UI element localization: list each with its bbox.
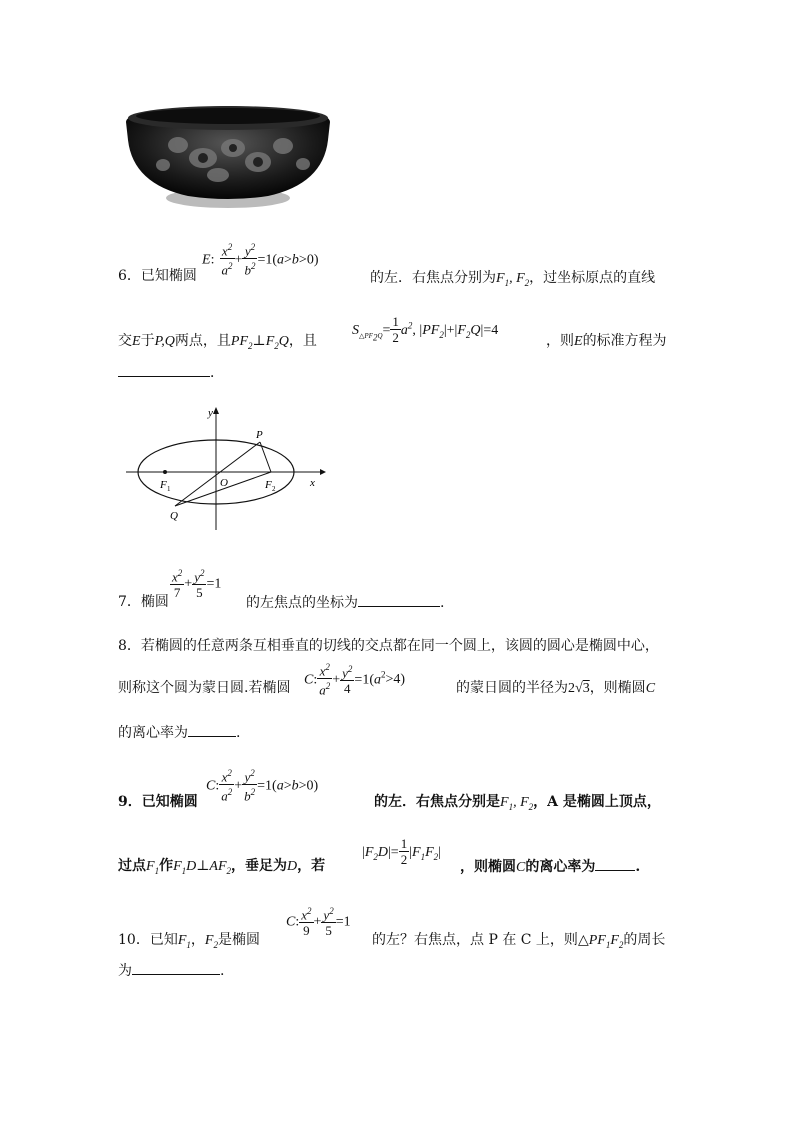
q8-line-1: 8．若椭圆的任意两条互相垂直的切线的交点都在同一个圆上，该圆的圆心是椭圆中心，	[118, 638, 659, 654]
q9-text-6: ，垂足为	[231, 858, 288, 874]
q8-ellipse-equation: C: $\frac{x^2}{a^2}$ + $\frac{y^2}{4}$ $=1(a^2>4)$	[304, 662, 406, 698]
q7-text-2: 的左焦点的坐标为	[246, 595, 358, 611]
q7-ellipse-equation: $\frac{x^2}{7}$ + $\frac{y^2}{5}$ =1	[172, 568, 222, 601]
q6-text-3: ，过坐标原点的直线	[529, 270, 656, 286]
x-axis-arrow	[320, 469, 326, 475]
y-axis-arrow	[213, 407, 219, 414]
q9-number: 9．	[118, 794, 142, 810]
q9-line-1a	[118, 792, 198, 812]
q6-line-1b	[370, 268, 655, 293]
line-pq	[175, 442, 260, 506]
q9-text-1: 已知椭圆	[141, 794, 198, 810]
label-p: P	[256, 429, 263, 441]
q7-line-b	[246, 592, 444, 613]
q8-text-2: 的蒙日圆的半径为	[456, 680, 568, 696]
q6-line-2b: ，则E的标准方程为	[546, 333, 667, 349]
q6-line-1	[118, 266, 197, 286]
q8-text-1: 则称这个圆为蒙日圆.若椭圆	[118, 680, 291, 696]
q9-text-4: 过点	[118, 858, 146, 874]
q6-number: 6．	[118, 268, 141, 284]
q10-number: 10．	[118, 932, 150, 948]
q6-foci: $F_1$, $F_2$	[496, 271, 530, 288]
q10-text-2: ，	[190, 932, 205, 948]
q6-text-4: 交	[118, 333, 132, 349]
q7-text-1: 椭圆	[140, 594, 169, 610]
line-pf2	[260, 442, 271, 472]
q9-text-5: 作	[159, 858, 174, 874]
q7-line	[118, 592, 169, 612]
q9-text-8: ，则椭圆	[460, 859, 516, 875]
q6-answer-blank	[118, 362, 224, 383]
q6-line-2: 交E于P,Q两点，且$PF_2\perp F_2Q$，且	[118, 333, 317, 351]
q8-end: .	[236, 725, 241, 741]
q6-text-2: 的左．右焦点分别为	[370, 270, 496, 286]
q10-text-4: 的左？右焦点，点 P 在 C 上，则	[372, 932, 578, 948]
q9-ellipse-equation: C: $\frac{x^2}{a^2}$ + $\frac{y^2}{b^2}$ =1(a>b>0)	[206, 768, 319, 804]
q6-text-9: 的标准方程为	[582, 333, 667, 349]
q9-text-3: ，A 是椭圆上顶点，	[533, 794, 661, 810]
q10-ellipse-equation: C: $\frac{x^2}{9}$ + $\frac{y^2}{5}$ =1	[286, 906, 351, 939]
label-o: O	[220, 477, 228, 489]
q10-text-5: 的周长	[623, 932, 666, 948]
q10-text-1: 已知	[149, 932, 178, 948]
q6-text-7: ，且	[288, 333, 317, 349]
q10-line-1b: 的左？右焦点，点 P 在 C 上，则$\triangle PF_1F_2$的周长	[372, 932, 666, 950]
q10-line-1a: 10．已知$F_1$，$F_2$是椭圆	[118, 932, 260, 950]
q6-ellipse-equation: E: $\frac{x^2}{a^2}$ + $\frac{y^2}{b^2}$ =1(a>b>0)	[202, 242, 319, 278]
f1-point	[163, 470, 167, 474]
q8-line-2b: 的蒙日圆的半径为2√3，则椭圆C	[456, 680, 656, 696]
q10-line-2	[118, 960, 224, 981]
ellipse-diagram	[120, 404, 330, 534]
q6-text-8: ，则	[546, 333, 574, 349]
label-f1-sub: 1	[167, 485, 171, 493]
label-f2: F	[265, 479, 272, 491]
q6-text-1: 已知椭圆	[140, 268, 197, 284]
q9-text-2: 的左．右焦点分别是	[374, 794, 500, 810]
label-f2-sub: 2	[272, 485, 276, 493]
q7-end: .	[440, 595, 445, 611]
q6-text-6: 两点，且	[174, 333, 231, 349]
q9-condition: $|F_2D|=$ $\frac{1}{2}$ $|F_1F_2|$	[362, 836, 441, 867]
q6-text-5: 于	[140, 333, 155, 349]
q9-end: .	[635, 859, 641, 875]
label-x: x	[310, 477, 315, 489]
q9-text-7: ，若	[297, 858, 326, 874]
q8-text-4: 的离心率为	[118, 725, 188, 741]
q10-text-3: 是椭圆	[217, 932, 260, 948]
q9-line-2a: 过点$F_1$作$F_1D\perp AF_2$，垂足为D，若	[118, 858, 326, 876]
label-y: y	[208, 407, 213, 419]
q6-end: ．	[210, 365, 224, 381]
q9-text-9: 的离心率为	[525, 859, 596, 875]
q9-line-2b: ，则椭圆C的离心率为 .	[460, 856, 640, 878]
q9-line-1b: 的左．右焦点分别是$F_1$, $F_2$，A 是椭圆上顶点，	[374, 794, 661, 812]
q6-area-condition: $S_{\triangle PF_2Q}=$ $\frac{1}{2}$ $a^2$, $|PF_2|+|F_2Q|=4$	[352, 314, 499, 345]
label-q: Q	[170, 510, 178, 522]
label-f1: F	[160, 479, 167, 491]
q6-figure	[120, 404, 330, 534]
q8-line-2a	[118, 678, 290, 698]
q10-text-6: 为	[118, 963, 132, 979]
bowl-photo	[118, 100, 338, 212]
q7-number: 7．	[118, 594, 141, 610]
q10-end: .	[220, 963, 225, 979]
q8-text-3: ，则椭圆	[589, 680, 646, 696]
q8-line-3	[118, 722, 240, 743]
